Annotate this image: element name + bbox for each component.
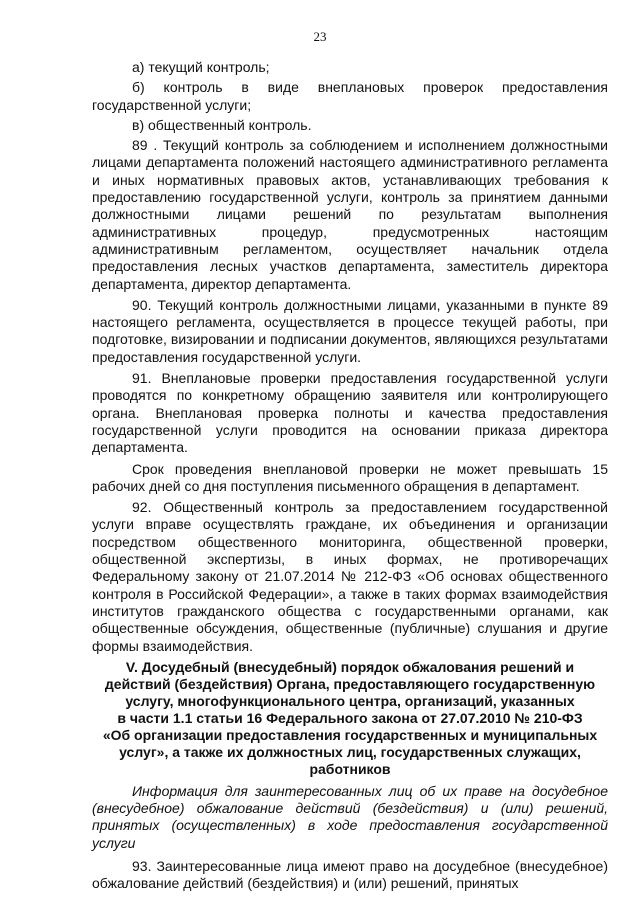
paragraph-91: 91. Внеплановые проверки предоставления государственной услуги проводятся по конкретному обращению заявителя или контролирующего органа. Внеплановая проверка полноты и качества предоставления государственной услуги проводится на основании приказа директора департамента. [92,370,608,456]
section-heading-line: работников [309,760,391,777]
list-item-a: а) текущий контроль; [132,59,270,75]
document-body [92,59,608,897]
section-heading-line: услугу, многофункционального центра, организаций, указанных [125,692,575,709]
list-item-c: в) общественный контроль. [132,116,312,133]
section-heading-line: V. Досудебный (внесудебный) порядок обжалования решений и [125,658,575,675]
section-heading-line: действий (бездействия) Органа, предоставляющего государственную [104,675,596,692]
paragraph-inspection-term: Срок проведения внеплановой проверки не может превышать 15 рабочих дней со дня поступления письменного обращения в департамент. [92,460,608,494]
section-heading-line: в части 1.1 статьи 16 Федерального закона от 27.07.2010 № 210-ФЗ [117,709,583,726]
paragraph-92: 92. Общественный контроль за предоставлением государственной услуги вправе осуществлять граждане, их объединения и организации посредством общественного мониторинга, общественной проверки, общественной экспертизы, в иных формах, не противоречащих Федеральному закону от 21.07.2014 № 212-ФЗ «Об основах общественного контроля в Российской Федерации», а также в таких формах взаимодействия институтов гражданского общества с государственными органами, как общественные обсуждения, общественные (публичные) слушания и другие формы взаимодействия. [92,499,608,654]
paragraph-90: 90. Текущий контроль должностными лицами, указанными в пункте 89 настоящего регламента, осуществляется в процессе текущей работы, при подготовке, визировании и подписании документов, являющихся результатами предоставления государственной услуги. [92,296,608,365]
section-heading-line: услуг», а также их должностных лиц, государственных служащих, [119,743,581,760]
list-item-b: б) контроль в виде внеплановых проверок предоставления государственной услуги; [92,79,608,113]
paragraph-93: 93. Заинтересованные лица имеют право на досудебное (внесудебное) обжалование действий (бездействия) и (или) решений, принятых [92,857,608,892]
page-number: 23 [313,29,327,44]
section-heading [92,659,608,778]
italic-subheading: Информация для заинтересованных лиц об их праве на досудебное (внесудебное) обжалование действий (бездействия) и (или) решений, принятых (осуществленных) в ходе предоставления государственной услуги [92,782,608,851]
section-heading-line: «Об организации предоставления государственных и муниципальных [102,726,598,743]
paragraph-89: 89 . Текущий контроль за соблюдением и исполнением должностными лицами департамента положений настоящего административного регламента и иных нормативных правовых актов, устанавливающих требования к предоставлению государственной услуги, контроль за принятием данными должностными лицами решений по результатам выполнения административных процедур, предусмотренных настоящим административным регламентом, осуществляет начальник отдела предоставления лесных участков департамента, заместитель директора департамента, директор департамента. [92,137,608,292]
